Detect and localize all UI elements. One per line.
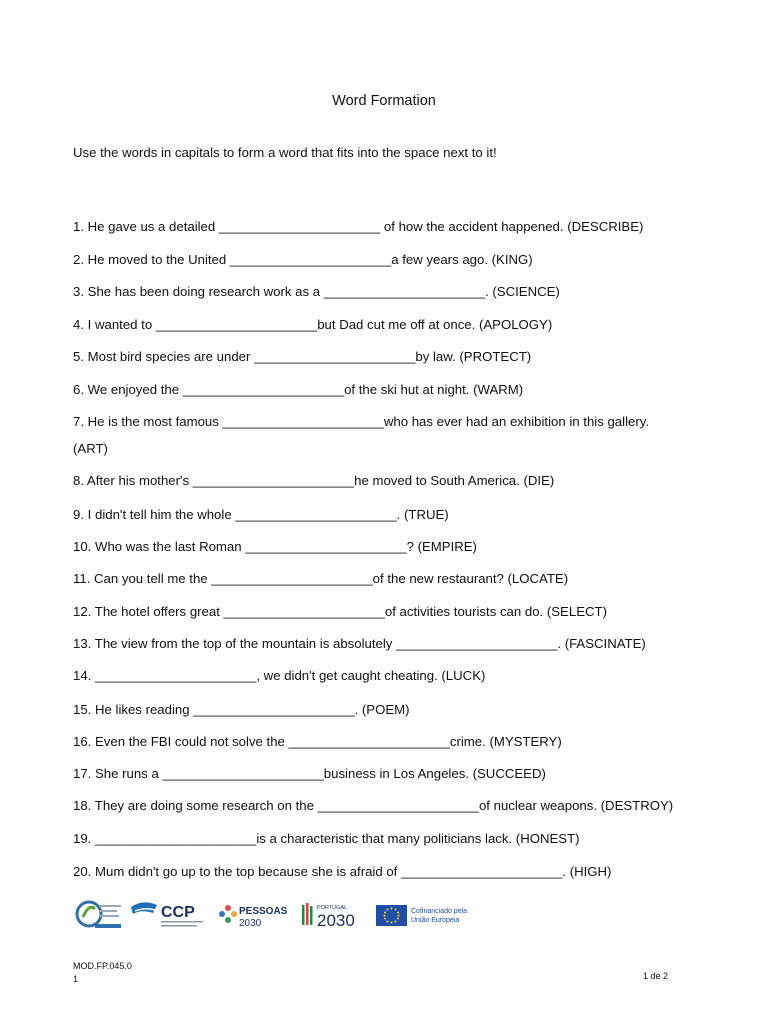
page-count: 1 de 2 bbox=[643, 971, 669, 981]
svg-text:União Europeia: União Europeia bbox=[411, 917, 460, 924]
pessoas-2030-logo bbox=[219, 905, 288, 929]
funding-logos bbox=[73, 897, 493, 933]
exercise-item: 8. After his mother's ______________________he moved to South America. (DIE) bbox=[73, 473, 555, 488]
exercise-item: 14. ______________________, we didn't get caught cheating. (LUCK) bbox=[73, 668, 486, 683]
svg-text:2030: 2030 bbox=[317, 911, 355, 930]
page-title: Word Formation bbox=[332, 93, 436, 109]
exercise-item: 3. She has been doing research work as a ______________________. (SCIENCE) bbox=[73, 284, 560, 299]
svg-text:CCP: CCP bbox=[161, 904, 195, 921]
eu-flag-logo bbox=[376, 905, 467, 926]
exercise-item: 1. He gave us a detailed ______________________ of how the accident happened. (DESCRIBE) bbox=[73, 219, 644, 234]
form-code: MOD.FP.045.0 bbox=[73, 961, 132, 971]
portugal-2030-logo bbox=[302, 903, 355, 930]
exercise-item: 19. ______________________is a characteristic that many politicians lack. (HONEST) bbox=[73, 831, 580, 846]
exercise-item: 20. Mum didn't go up to the top because she is afraid of ______________________. (HIGH) bbox=[73, 864, 612, 879]
certified-entity-logo bbox=[77, 902, 121, 928]
exercise-item: 9. I didn't tell him the whole ______________________. (TRUE) bbox=[73, 507, 449, 522]
exercise-item: 16. Even the FBI could not solve the ______________________crime. (MYSTERY) bbox=[73, 734, 562, 749]
svg-text:PESSOAS: PESSOAS bbox=[239, 906, 288, 917]
svg-text:Cofinanciado pela: Cofinanciado pela bbox=[411, 908, 468, 915]
exercise-item: 10. Who was the last Roman ______________________? (EMPIRE) bbox=[73, 539, 477, 554]
svg-text:2030: 2030 bbox=[239, 918, 262, 929]
exercise-item: 12. The hotel offers great ______________________of activities tourists can do. (SELECT) bbox=[73, 604, 607, 619]
exercise-item: 2. He moved to the United ______________________a few years ago. (KING) bbox=[73, 252, 533, 267]
page-number: 1 bbox=[73, 974, 79, 984]
exercise-item: 5. Most bird species are under ______________________by law. (PROTECT) bbox=[73, 349, 532, 364]
instructions: Use the words in capitals to form a word that fits into the space next to it! bbox=[73, 145, 497, 160]
ccp-logo bbox=[131, 902, 203, 926]
exercise-item: 17. She runs a ______________________business in Los Angeles. (SUCCEED) bbox=[73, 766, 546, 781]
exercise-item: 11. Can you tell me the ______________________of the new restaurant? (LOCATE) bbox=[73, 571, 569, 586]
exercise-item: 13. The view from the top of the mountain is absolutely ______________________. (FASCINATE) bbox=[73, 636, 646, 651]
exercise-item: 4. I wanted to ______________________but Dad cut me off at once. (APOLOGY) bbox=[73, 317, 553, 332]
exercise-item: 7. He is the most famous ______________________who has ever had an exhibition in this gallery. (ART) bbox=[73, 414, 649, 456]
exercise-item: 18. They are doing some research on the ______________________of nuclear weapons. (DESTROY) bbox=[73, 798, 674, 813]
exercise-item: 6. We enjoyed the ______________________of the ski hut at night. (WARM) bbox=[73, 382, 524, 397]
footer-left bbox=[73, 960, 132, 986]
exercise-item: 15. He likes reading ______________________. (POEM) bbox=[73, 702, 410, 717]
svg-text:PORTUGAL: PORTUGAL bbox=[317, 905, 348, 911]
